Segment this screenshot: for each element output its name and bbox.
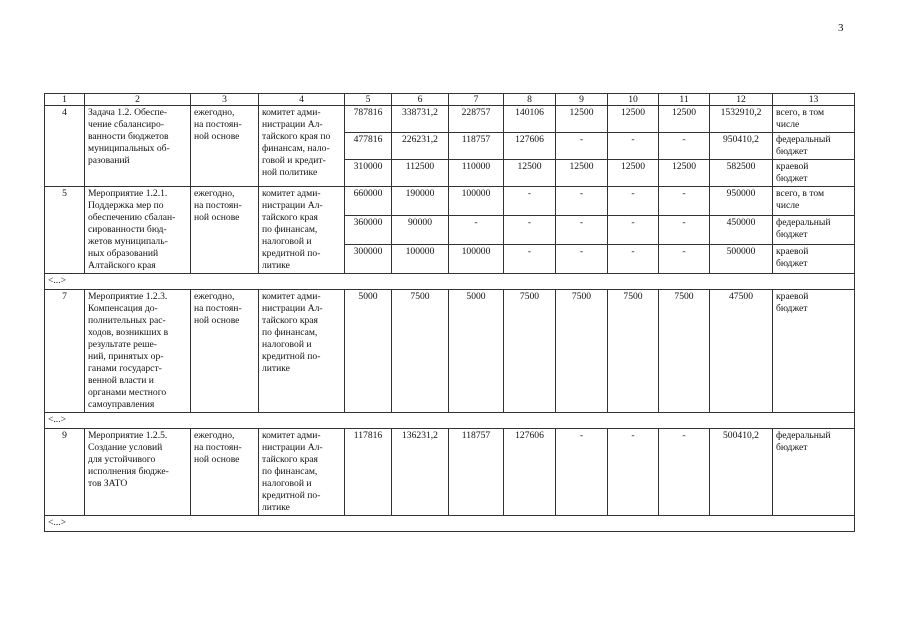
value-cell: - <box>608 133 659 160</box>
value-cell: - <box>504 216 556 245</box>
total-cell: 500000 <box>710 245 773 274</box>
value-cell: 100000 <box>449 245 504 274</box>
source-cell: федеральный бюджет <box>773 133 855 160</box>
value-cell: 140106 <box>504 106 556 133</box>
term-cell: ежегодно, на постоян- ной основе <box>191 106 259 187</box>
source-cell: всего, в том числе <box>773 187 855 216</box>
omission-marker: <...> <box>45 274 855 290</box>
total-cell: 950410,2 <box>710 133 773 160</box>
value-cell: 338731,2 <box>392 106 449 133</box>
value-cell: - <box>659 429 710 516</box>
value-cell: 118757 <box>449 429 504 516</box>
total-cell: 1532910,2 <box>710 106 773 133</box>
term-cell: ежегодно, на постоян- ной основе <box>191 187 259 274</box>
page-number: 3 <box>838 22 844 34</box>
value-cell: 12500 <box>608 160 659 187</box>
header-row <box>45 94 855 106</box>
header-cell: 11 <box>659 94 710 106</box>
value-cell: - <box>556 245 608 274</box>
value-cell: 100000 <box>392 245 449 274</box>
value-cell: - <box>556 216 608 245</box>
value-cell: - <box>608 216 659 245</box>
value-cell: - <box>504 187 556 216</box>
header-cell: 1 <box>45 94 85 106</box>
source-cell: краевой бюджет <box>773 245 855 274</box>
value-cell: - <box>556 429 608 516</box>
value-cell: 7500 <box>556 290 608 413</box>
value-cell: 12500 <box>556 106 608 133</box>
value-cell: 226231,2 <box>392 133 449 160</box>
header-cell: 9 <box>556 94 608 106</box>
header-cell: 12 <box>710 94 773 106</box>
task-name: Мероприятие 1.2.1. Поддержка мер по обеспечению сбалан- сированности бюд- жетов муниципаль- ных образований Алтайского края <box>85 187 191 274</box>
value-cell: - <box>556 187 608 216</box>
value-cell: 110000 <box>449 160 504 187</box>
value-cell: 12500 <box>659 106 710 133</box>
value-cell: 7500 <box>392 290 449 413</box>
task-name: Мероприятие 1.2.5. Создание условий для устойчивого исполнения бюдже- тов ЗАТО <box>85 429 191 516</box>
omission-row <box>45 516 855 532</box>
value-cell: - <box>608 245 659 274</box>
source-cell: всего, в том числе <box>773 106 855 133</box>
value-cell: 477816 <box>345 133 392 160</box>
source-cell: федеральный бюджет <box>773 429 855 516</box>
total-cell: 582500 <box>710 160 773 187</box>
value-cell: 7500 <box>504 290 556 413</box>
executor-cell: комитет адми- нистрации Ал- тайского края по финансам, налоговой и кредитной по- литике <box>259 187 345 274</box>
row-number: 4 <box>45 106 85 187</box>
value-cell: - <box>504 245 556 274</box>
value-cell: 190000 <box>392 187 449 216</box>
total-cell: 500410,2 <box>710 429 773 516</box>
value-cell: 12500 <box>504 160 556 187</box>
value-cell: 12500 <box>659 160 710 187</box>
header-cell: 3 <box>191 94 259 106</box>
header-cell: 10 <box>608 94 659 106</box>
value-cell: - <box>659 245 710 274</box>
row-number: 7 <box>45 290 85 413</box>
value-cell: 228757 <box>449 106 504 133</box>
value-cell: 5000 <box>449 290 504 413</box>
value-cell: - <box>659 187 710 216</box>
value-cell: 310000 <box>345 160 392 187</box>
header-cell: 7 <box>449 94 504 106</box>
value-cell: 118757 <box>449 133 504 160</box>
total-cell: 950000 <box>710 187 773 216</box>
header-cell: 6 <box>392 94 449 106</box>
value-cell: - <box>659 216 710 245</box>
header-cell: 2 <box>85 94 191 106</box>
table-row <box>45 429 855 516</box>
value-cell: 5000 <box>345 290 392 413</box>
executor-cell: комитет адми- нистрации Ал- тайского края по финансам, нало- говой и кредит- ной политике <box>259 106 345 187</box>
omission-row <box>45 274 855 290</box>
value-cell: - <box>608 429 659 516</box>
total-cell: 450000 <box>710 216 773 245</box>
table-row <box>45 290 855 413</box>
budget-table <box>44 93 855 532</box>
header-cell: 8 <box>504 94 556 106</box>
source-cell: краевой бюджет <box>773 160 855 187</box>
value-cell: 12500 <box>556 160 608 187</box>
value-cell: - <box>659 133 710 160</box>
row-number: 5 <box>45 187 85 274</box>
header-cell: 4 <box>259 94 345 106</box>
source-cell: краевой бюджет <box>773 290 855 413</box>
header-cell: 5 <box>345 94 392 106</box>
task-name: Задача 1.2. Обеспе- чение сбалансиро- ванности бюджетов муниципальных об- разований <box>85 106 191 187</box>
value-cell: 127606 <box>504 133 556 160</box>
value-cell: - <box>556 133 608 160</box>
omission-marker: <...> <box>45 516 855 532</box>
row-number: 9 <box>45 429 85 516</box>
source-cell: федеральный бюджет <box>773 216 855 245</box>
value-cell: 127606 <box>504 429 556 516</box>
executor-cell: комитет адми- нистрации Ал- тайского края по финансам, налоговой и кредитной по- литике <box>259 429 345 516</box>
executor-cell: комитет адми- нистрации Ал- тайского края по финансам, налоговой и кредитной по- литике <box>259 290 345 413</box>
value-cell: 7500 <box>608 290 659 413</box>
omission-row <box>45 413 855 429</box>
table-row <box>45 187 855 216</box>
omission-marker: <...> <box>45 413 855 429</box>
value-cell: 136231,2 <box>392 429 449 516</box>
value-cell: 12500 <box>608 106 659 133</box>
total-cell: 47500 <box>710 290 773 413</box>
term-cell: ежегодно, на постоян- ной основе <box>191 429 259 516</box>
header-cell: 13 <box>773 94 855 106</box>
value-cell: 300000 <box>345 245 392 274</box>
value-cell: 787816 <box>345 106 392 133</box>
value-cell: 100000 <box>449 187 504 216</box>
value-cell: 90000 <box>392 216 449 245</box>
task-name: Мероприятие 1.2.3. Компенсация до- полнительных рас- ходов, возникших в результате реше- ний, принятых ор- ганами государст- венной власти и органами местного самоуправления <box>85 290 191 413</box>
value-cell: 660000 <box>345 187 392 216</box>
value-cell: 117816 <box>345 429 392 516</box>
value-cell: 7500 <box>659 290 710 413</box>
value-cell: 112500 <box>392 160 449 187</box>
table-row <box>45 106 855 133</box>
value-cell: - <box>449 216 504 245</box>
value-cell: 360000 <box>345 216 392 245</box>
value-cell: - <box>608 187 659 216</box>
term-cell: ежегодно, на постоян- ной основе <box>191 290 259 413</box>
